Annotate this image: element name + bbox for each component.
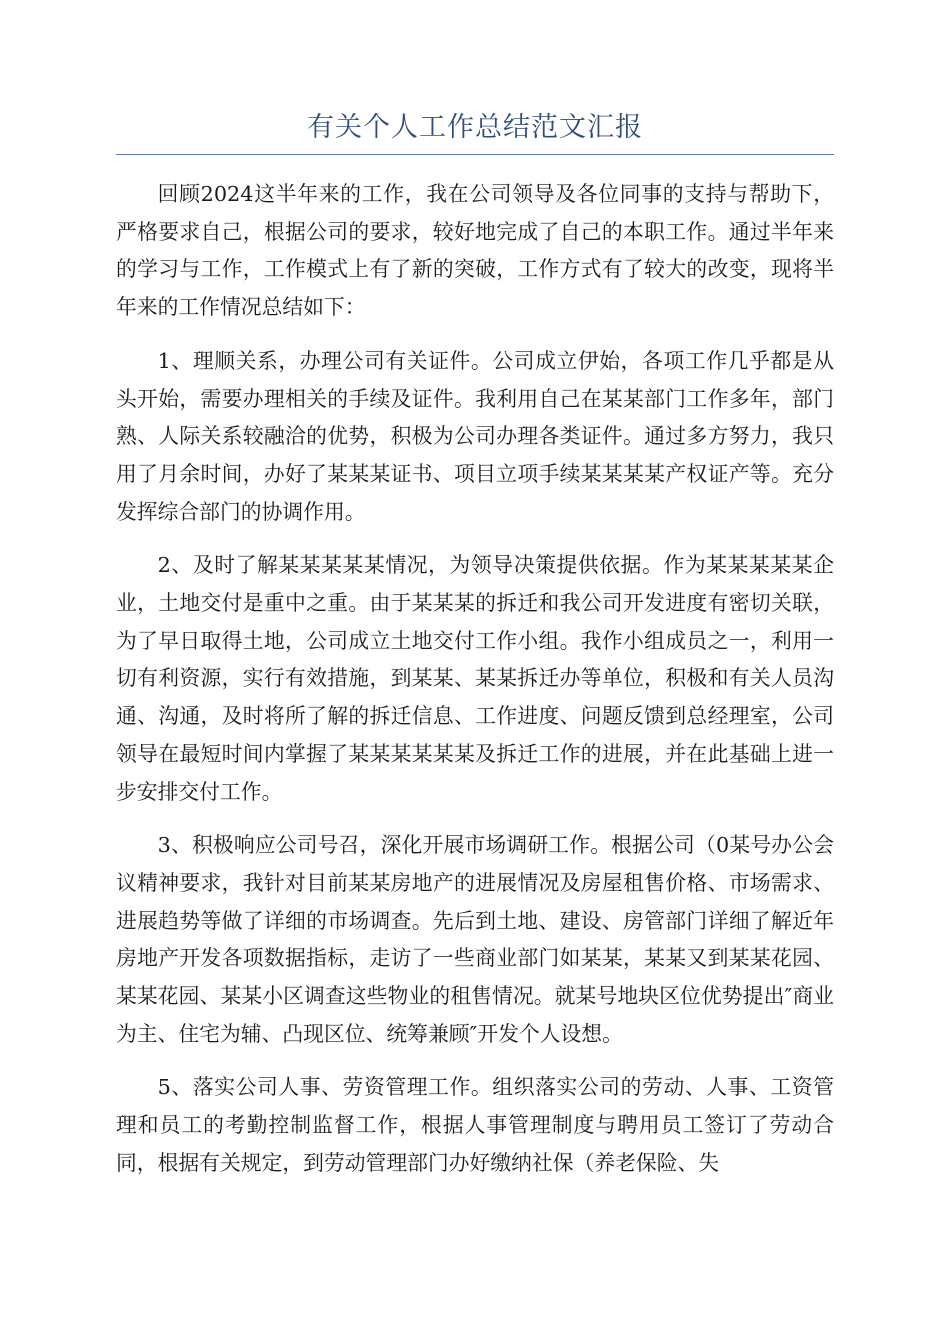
document-body xyxy=(116,176,834,1199)
paragraph-intro: 回顾2024这半年来的工作，我在公司领导及各位同事的支持与帮助下，严格要求自己，根据公司的要求，较好地完成了自己的本职工作。通过半年来的学习与工作，工作模式上有了新的突破，工作方式有了较大的改变，现将半年来的工作情况总结如下： xyxy=(116,182,834,320)
paragraph-5: 5、落实公司人事、劳资管理工作。组织落实公司的劳动、人事、工资管理和员工的考勤控制监督工作，根据人事管理制度与聘用员工签订了劳动合同，根据有关规定，到劳动管理部门办好缴纳社保（养老保险、失 xyxy=(116,1075,834,1175)
paragraph-2: 2、及时了解某某某某某情况，为领导决策提供依据。作为某某某某某企业，土地交付是重中之重。由于某某某的拆迁和我公司开发进度有密切关联，为了早日取得土地，公司成立土地交付工作小组。我作小组成员之一，利用一切有利资源，实行有效措施，到某某、某某拆迁办等单位，积极和有关人员沟通、沟通，及时将所了解的拆迁信息、工作进度、问题反馈到总经理室，公司领导在最短时间内掌握了某某某某某某及拆迁工作的进展，并在此基础上进一步安排交付工作。 xyxy=(116,553,834,804)
paragraph-3: 3、积极响应公司号召，深化开展市场调研工作。根据公司（0某号办公会议精神要求，我针对目前某某房地产的进展情况及房屋租售价格、市场需求、进展趋势等做了详细的市场调查。先后到土地、建设、房管部门详细了解近年房地产开发各项数据指标，走访了一些商业部门如某某，某某又到某某花园、某某花园、某某小区调查这些物业的租售情况。就某号地块区位优势提出″商业为主、住宅为辅、凸现区位、统筹兼顾″开发个人设想。 xyxy=(116,833,834,1046)
title-underline xyxy=(116,154,834,155)
document-title: 有关个人工作总结范文汇报 xyxy=(307,112,643,143)
paragraph-1: 1、理顺关系，办理公司有关证件。公司成立伊始，各项工作几乎都是从头开始，需要办理相关的手续及证件。我利用自己在某某部门工作多年，部门熟、人际关系较融洽的优势，积极为公司办理各类证件。通过多方努力，我只用了月余时间，办好了某某某证书、项目立项手续某某某某产权证产等。充分发挥综合部门的协调作用。 xyxy=(116,348,834,524)
